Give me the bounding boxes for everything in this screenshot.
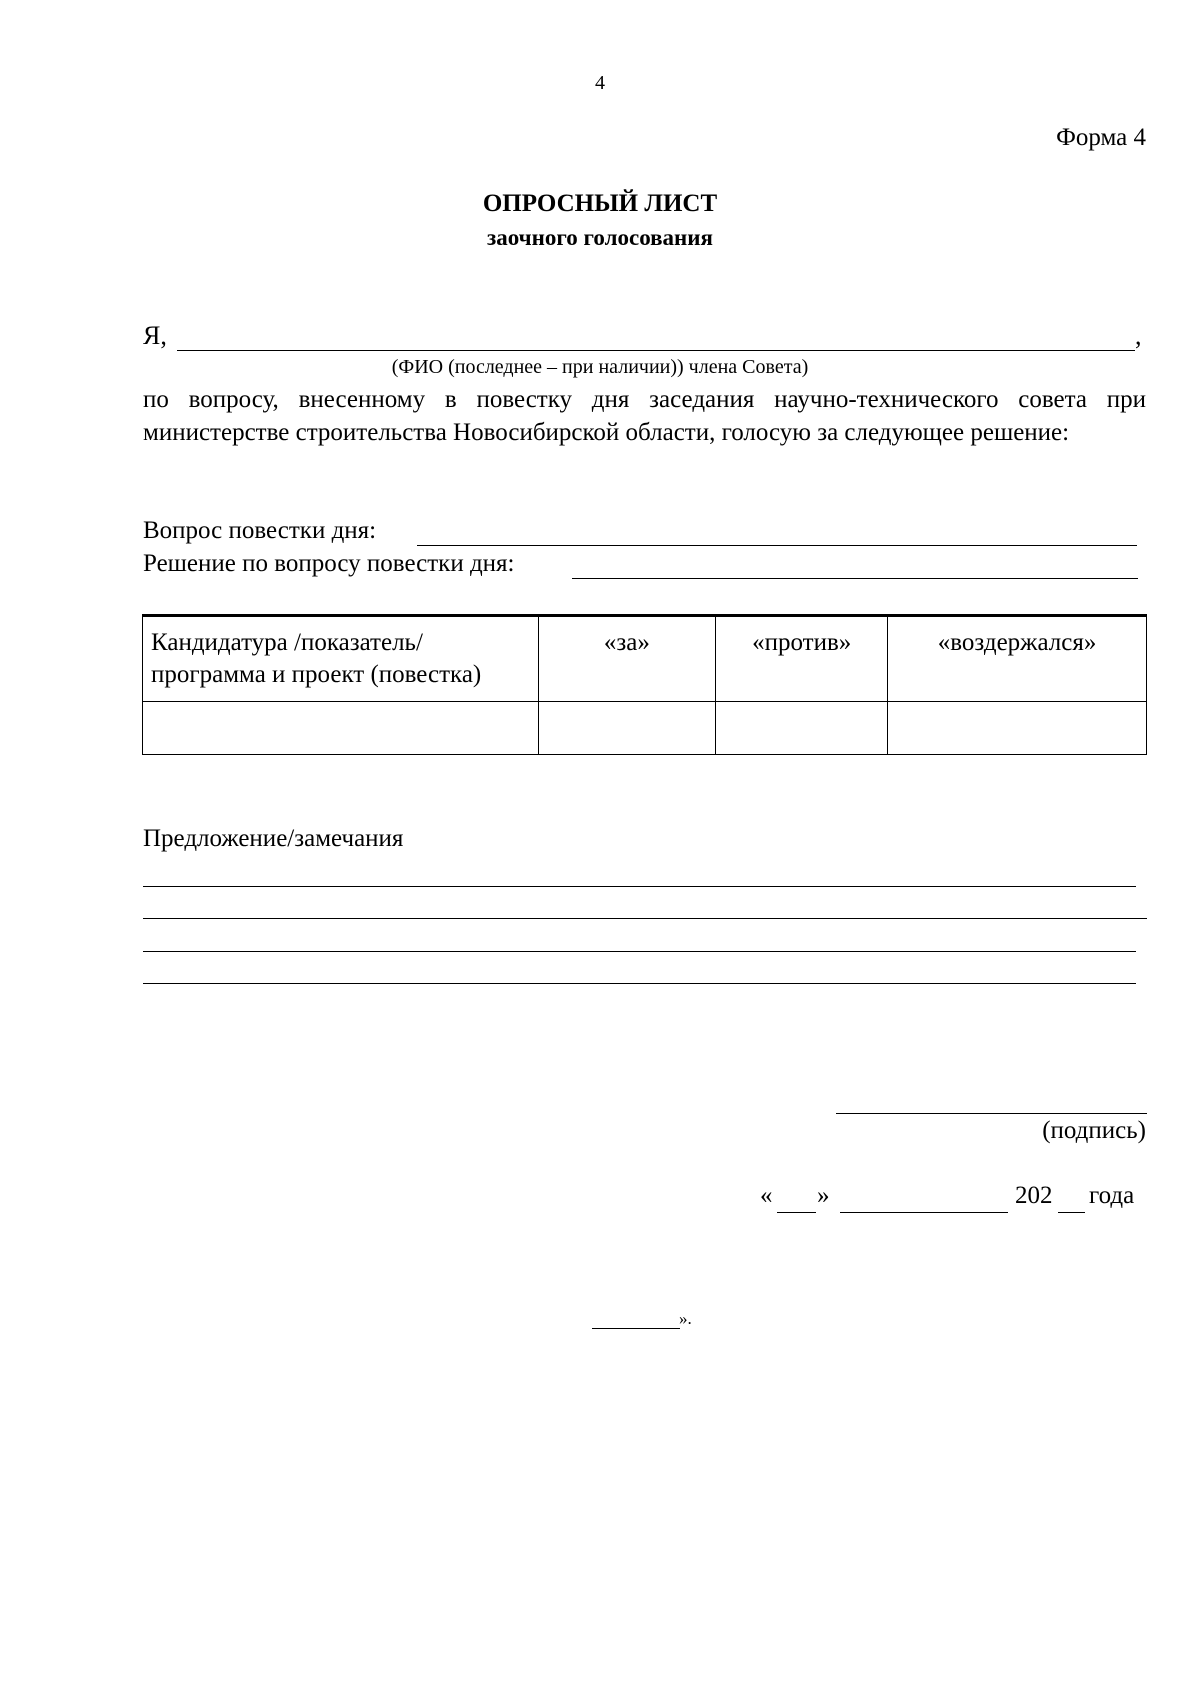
vote-table (142, 614, 1147, 755)
date-day-line[interactable] (777, 1212, 816, 1213)
vote-table-header-candidate: Кандидатура /показатель/программа и проект (повестка) (143, 616, 539, 702)
fio-hint: (ФИО (последнее – при наличии)) члена Совета) (391, 356, 809, 378)
date-close-quote: » (817, 1182, 830, 1209)
date-year-suffix: года (1089, 1182, 1135, 1209)
remarks-line[interactable] (143, 951, 1136, 952)
vote-cell-for[interactable] (538, 702, 716, 755)
closing-mark: ». (679, 1309, 692, 1328)
document-subtitle: заочного голосования (487, 225, 713, 250)
document-title: ОПРОСНЫЙ ЛИСТ (482, 190, 718, 217)
agenda-question-line[interactable] (417, 545, 1137, 546)
remarks-line[interactable] (143, 983, 1136, 984)
fio-suffix: , (1135, 321, 1142, 350)
signature-caption: (подпись) (1042, 1117, 1146, 1144)
form-label: Форма 4 (1056, 124, 1146, 151)
closing-line (592, 1328, 680, 1329)
agenda-decision-line[interactable] (572, 578, 1138, 579)
agenda-decision-label: Решение по вопросу повестки дня: (143, 550, 515, 577)
signature-line[interactable] (836, 1113, 1147, 1114)
vote-table-header-against: «против» (716, 616, 888, 702)
vote-cell-against[interactable] (716, 702, 888, 755)
page-number: 4 (595, 72, 605, 94)
vote-table-header-for: «за» (538, 616, 716, 702)
date-year-line[interactable] (1058, 1212, 1085, 1213)
table-row (143, 702, 1147, 755)
remarks-line[interactable] (143, 886, 1136, 887)
date-month-line[interactable] (840, 1212, 1008, 1213)
fio-prefix: Я, (143, 321, 167, 350)
remarks-line[interactable] (143, 918, 1147, 919)
vote-statement: по вопросу, внесенному в повестку дня заседания научно-технического совета при министерстве строительства Новосибирской области, голосую за следующее решение: (143, 386, 1146, 446)
remarks-label: Предложение/замечания (143, 825, 404, 852)
date-open-quote: « (760, 1182, 773, 1209)
date-year-prefix: 202 (1015, 1182, 1053, 1209)
fio-field-line[interactable] (177, 350, 1135, 351)
vote-table-header-row (143, 616, 1147, 702)
vote-cell-candidate[interactable] (143, 702, 539, 755)
agenda-question-label: Вопрос повестки дня: (143, 517, 377, 544)
vote-table-header-abstained: «воздержался» (888, 616, 1147, 702)
vote-cell-abstained[interactable] (888, 702, 1147, 755)
